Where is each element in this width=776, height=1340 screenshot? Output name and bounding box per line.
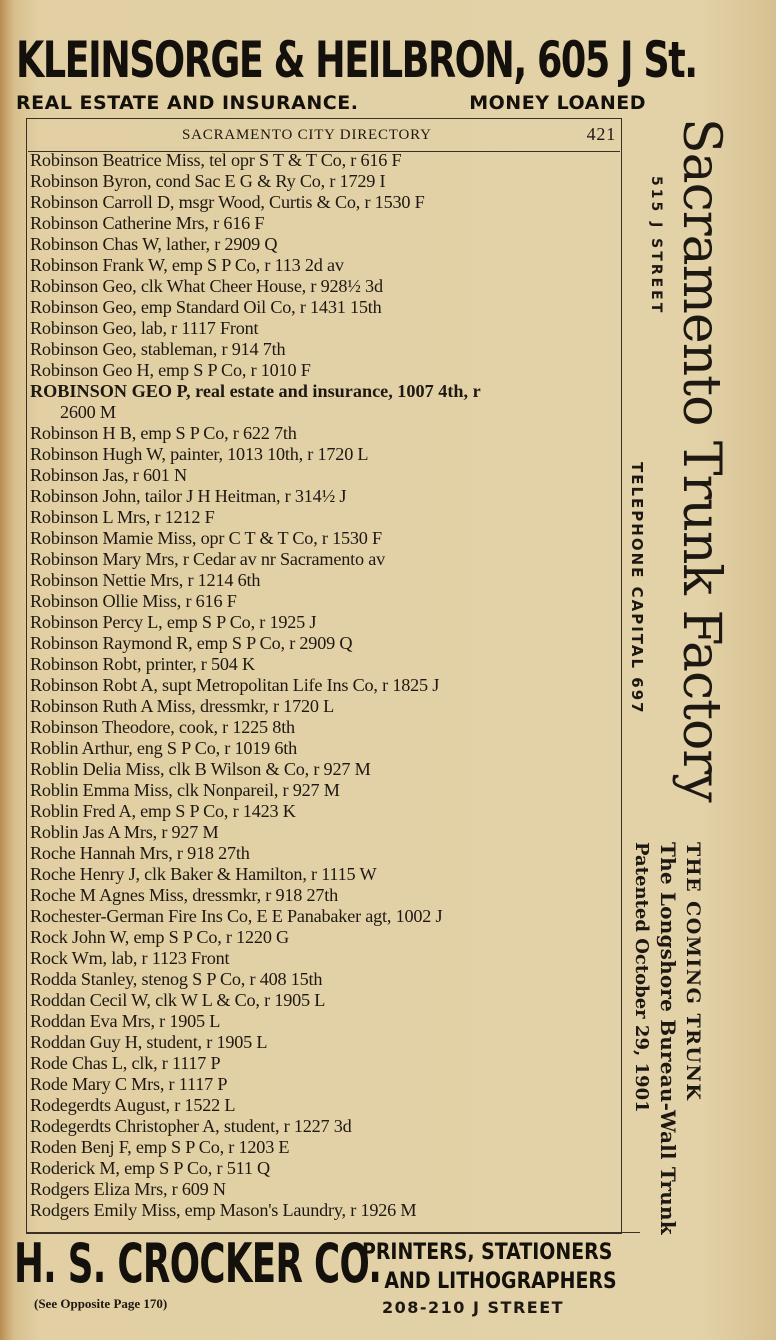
directory-entry: Rodegerdts Christopher A, student, r 1227 3d xyxy=(30,1116,352,1136)
side-phone: TELEPHONE CAPITAL 697 xyxy=(628,462,646,715)
directory-entry: Robinson Ollie Miss, r 616 F xyxy=(30,591,237,611)
directory-entry: Roblin Emma Miss, clk Nonpareil, r 927 M xyxy=(30,780,340,800)
directory-entry: Roche Hannah Mrs, r 918 27th xyxy=(30,843,250,863)
bottom-advertisement xyxy=(0,1234,776,1340)
directory-entry: Roche M Agnes Miss, dressmkr, r 918 27th xyxy=(30,885,339,905)
directory-entry: Roddan Eva Mrs, r 1905 L xyxy=(30,1011,221,1031)
directory-entry: Robinson Frank W, emp S P Co, r 113 2d av xyxy=(30,255,344,275)
top-ad-tagline xyxy=(16,92,646,114)
directory-entry: Roche Henry J, clk Baker & Hamilton, r 1115 W xyxy=(30,864,377,884)
directory-entries xyxy=(30,150,620,1221)
side-brand-name: Sacramento Trunk Factory xyxy=(671,118,731,802)
top-ad-right: MONEY LOANED xyxy=(469,92,646,114)
side-patent: Patented October 29, 1901 xyxy=(631,842,652,1113)
directory-entry: Robinson Hugh W, painter, 1013 10th, r 1720 L xyxy=(30,444,369,464)
directory-entry: Roblin Fred A, emp S P Co, r 1423 K xyxy=(30,801,296,821)
directory-entry: Robinson H B, emp S P Co, r 622 7th xyxy=(30,423,297,443)
directory-entry: Robinson Byron, cond Sac E G & Ry Co, r 1729 I xyxy=(30,171,386,191)
side-product: The Longshore Bureau-Wall Trunk xyxy=(656,842,680,1235)
directory-entry: Robinson Robt A, supt Metropolitan Life Ins Co, r 1825 J xyxy=(30,675,440,695)
directory-entry: Robinson Nettie Mrs, r 1214 6th xyxy=(30,570,261,590)
directory-entry: Robinson Catherine Mrs, r 616 F xyxy=(30,213,265,233)
header-title: SACRAMENTO CITY DIRECTORY xyxy=(182,127,432,143)
directory-entry: Roddan Cecil W, clk W L & Co, r 1905 L xyxy=(30,990,326,1010)
bottom-ad-address: 208-210 J STREET xyxy=(382,1298,565,1317)
directory-entry-continuation: 2600 M xyxy=(60,402,116,422)
bottom-ad-services-2: AND LITHOGRAPHERS xyxy=(384,1269,617,1294)
directory-entry: Robinson Ruth A Miss, dressmkr, r 1720 L xyxy=(30,696,335,716)
directory-entry: Robinson L Mrs, r 1212 F xyxy=(30,507,215,527)
directory-entry: Rode Mary C Mrs, r 1117 P xyxy=(30,1074,228,1094)
bottom-ad-services-1: PRINTERS, STATIONERS xyxy=(362,1240,613,1265)
directory-entry: Roderick M, emp S P Co, r 511 Q xyxy=(30,1158,270,1178)
directory-entry: Robinson Mary Mrs, r Cedar av nr Sacramento av xyxy=(30,549,385,569)
page-number: 421 xyxy=(586,124,616,144)
directory-entry: Robinson Jas, r 601 N xyxy=(30,465,187,485)
bottom-ad-reference: (See Opposite Page 170) xyxy=(34,1296,168,1311)
directory-entry: Robinson Geo, lab, r 1117 Front xyxy=(30,318,259,338)
directory-entry: Rochester-German Fire Ins Co, E E Panabaker agt, 1002 J xyxy=(30,906,443,926)
top-advertisement xyxy=(16,30,697,114)
directory-entry: Robinson Raymond R, emp S P Co, r 2909 Q xyxy=(30,633,353,653)
directory-entry: Robinson Percy L, emp S P Co, r 1925 J xyxy=(30,612,317,632)
top-ad-name: KLEINSORGE & HEILBRON, 605 J St. xyxy=(16,31,697,89)
directory-entry: Roblin Arthur, eng S P Co, r 1019 6th xyxy=(30,738,298,758)
directory-entry: Robinson Carroll D, msgr Wood, Curtis & Co, r 1530 F xyxy=(30,192,425,212)
directory-entry: Rodegerdts August, r 1522 L xyxy=(30,1095,236,1115)
directory-entry: Robinson Chas W, lather, r 2909 Q xyxy=(30,234,278,254)
directory-entry: Roblin Delia Miss, clk B Wilson & Co, r 927 M xyxy=(30,759,371,779)
directory-entry: Rodgers Eliza Mrs, r 609 N xyxy=(30,1179,226,1199)
directory-entry: Roblin Jas A Mrs, r 927 M xyxy=(30,822,219,842)
bottom-ad-services xyxy=(362,1238,617,1296)
directory-entry: Robinson Robt, printer, r 504 K xyxy=(30,654,255,674)
directory-entry: Robinson Geo, stableman, r 914 7th xyxy=(30,339,286,359)
directory-entry: Robinson Geo, clk What Cheer House, r 928½ 3d xyxy=(30,276,383,296)
side-street: 515 J STREET xyxy=(648,176,664,316)
directory-entry: Robinson Geo, emp Standard Oil Co, r 1431 15th xyxy=(30,297,382,317)
directory-entry: Robinson Mamie Miss, opr C T & T Co, r 1530 F xyxy=(30,528,382,548)
directory-entry: Robinson Theodore, cook, r 1225 8th xyxy=(30,717,295,737)
directory-entry: Roddan Guy H, student, r 1905 L xyxy=(30,1032,268,1052)
top-ad-left: REAL ESTATE AND INSURANCE. xyxy=(16,92,359,114)
directory-entry: Roden Benj F, emp S P Co, r 1203 E xyxy=(30,1137,290,1157)
bottom-ad-company: H. S. CROCKER CO. xyxy=(14,1232,382,1295)
directory-entry: Rodgers Emily Miss, emp Mason's Laundry, r 1926 M xyxy=(30,1200,417,1220)
directory-entry: Rock John W, emp S P Co, r 1220 G xyxy=(30,927,289,947)
directory-entry: Rode Chas L, clk, r 1117 P xyxy=(30,1053,221,1073)
directory-entry: Robinson Geo H, emp S P Co, r 1010 F xyxy=(30,360,311,380)
side-coming-trunk: THE COMING TRUNK xyxy=(682,842,704,1102)
directory-entry: Robinson John, tailor J H Heitman, r 314½ J xyxy=(30,486,347,506)
directory-entry: Rodda Stanley, stenog S P Co, r 408 15th xyxy=(30,969,323,989)
directory-entry: ROBINSON GEO P, real estate and insurance, 1007 4th, r xyxy=(30,381,481,401)
directory-entry: Rock Wm, lab, r 1123 Front xyxy=(30,948,230,968)
directory-entry: Robinson Beatrice Miss, tel opr S T & T Co, r 616 F xyxy=(30,150,402,170)
